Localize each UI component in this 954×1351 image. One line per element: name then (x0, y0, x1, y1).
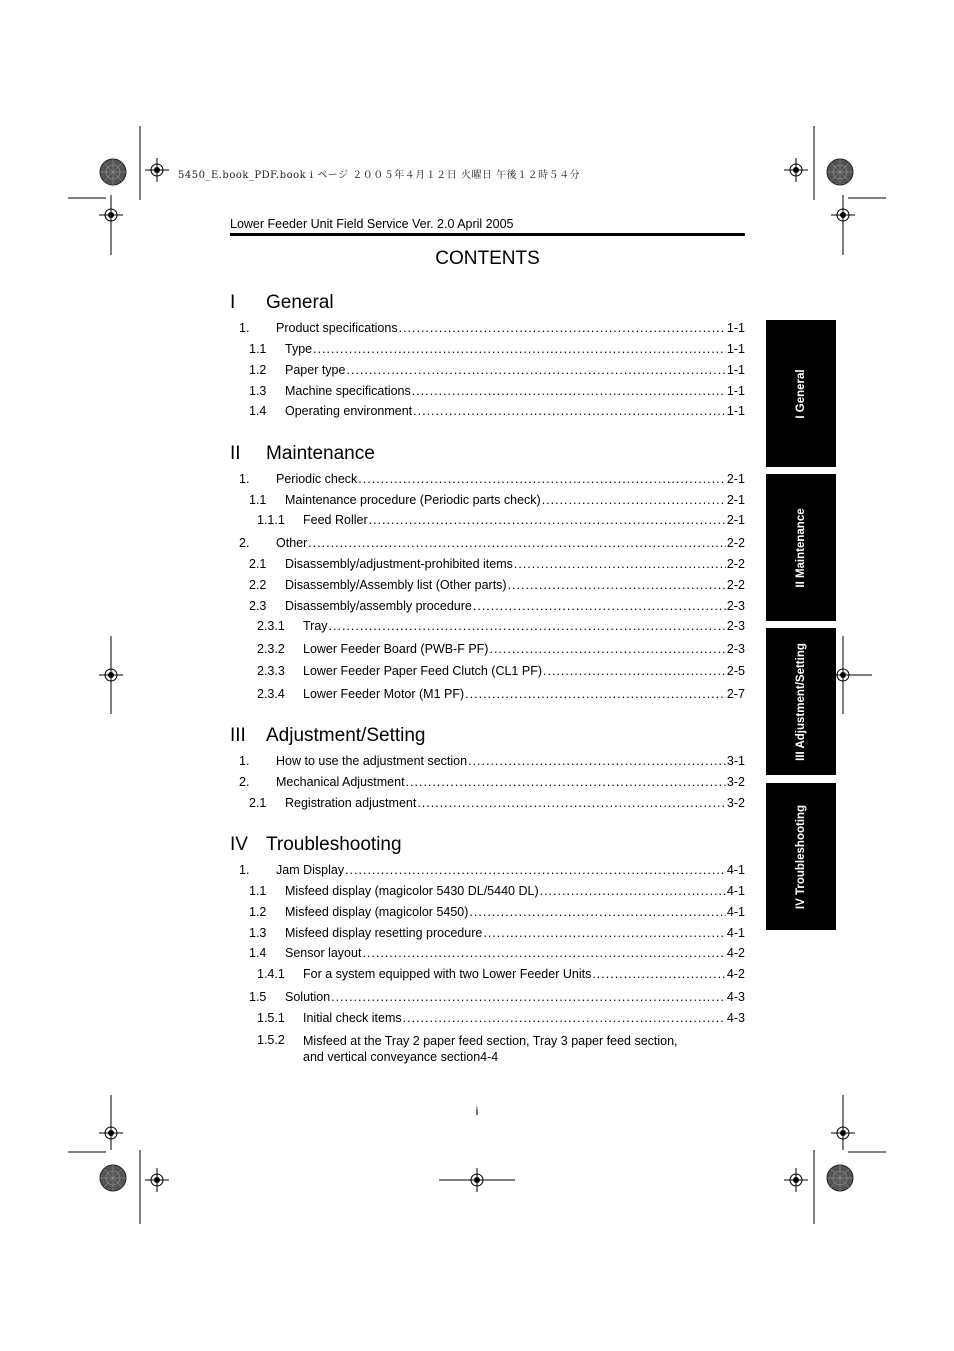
entry-title: Feed Roller (303, 513, 368, 527)
entry-number: 1.3 (249, 926, 267, 940)
toc-entry[interactable] (230, 342, 745, 358)
entry-page: 2-2 (726, 557, 745, 571)
toc-entry[interactable] (230, 578, 745, 594)
entry-page: 4-1 (726, 926, 745, 940)
entry-title: Misfeed display (magicolor 5450) (285, 905, 469, 919)
toc-entry[interactable] (230, 321, 745, 337)
entry-page: 2-5 (726, 664, 745, 678)
dot-leader (403, 1011, 726, 1025)
toc-entry[interactable] (230, 363, 745, 379)
section-tab-label: III Adjustment/Setting (795, 642, 807, 761)
dot-leader (369, 513, 726, 527)
entry-page: 2-3 (726, 619, 745, 633)
entry-title: Other (276, 536, 308, 550)
entry-title: Operating environment (285, 404, 413, 418)
toc-entry[interactable] (230, 472, 745, 488)
entry-title: Disassembly/assembly procedure (285, 599, 472, 613)
entry-number: 1. (239, 472, 250, 486)
dot-leader (465, 687, 726, 701)
toc-entry[interactable] (230, 905, 745, 921)
toc-entry[interactable] (230, 599, 745, 615)
dot-leader (542, 493, 726, 507)
section-tab-label: IV Troubleshooting (795, 804, 807, 909)
section-numeral: II (230, 443, 241, 464)
section-title: Troubleshooting (266, 834, 402, 855)
toc-entry[interactable] (230, 619, 745, 635)
toc-entry[interactable] (230, 536, 745, 552)
entry-title: Disassembly/Assembly list (Other parts) (285, 578, 507, 592)
entry-page: 1-1 (726, 384, 745, 398)
entry-page: 2-2 (726, 536, 745, 550)
dot-leader (329, 619, 726, 633)
entry-page: 2-1 (726, 513, 745, 527)
entry-number: 1.2 (249, 363, 267, 377)
section-heading (230, 725, 745, 751)
toc-entry[interactable] (230, 493, 745, 509)
section-numeral: III (230, 725, 246, 746)
entry-number: 2.1 (249, 796, 267, 810)
entry-page: 4-2 (726, 967, 745, 981)
dot-leader (345, 863, 726, 877)
entry-title: For a system equipped with two Lower Feeder Units (303, 967, 592, 981)
page-title: CONTENTS (435, 248, 540, 269)
entry-title: Tray (303, 619, 328, 633)
dot-leader (514, 557, 726, 571)
toc-section (230, 834, 745, 1064)
entry-number: 1.3 (249, 384, 267, 398)
entry-page: 1-1 (726, 342, 745, 356)
dot-leader (540, 884, 726, 898)
section-tab[interactable] (766, 628, 836, 775)
section-tab[interactable] (766, 474, 836, 621)
section-heading (230, 292, 745, 318)
section-tab[interactable] (766, 783, 836, 930)
entry-title: How to use the adjustment section (276, 754, 468, 768)
entry-title: Jam Display (276, 863, 345, 877)
toc-entry[interactable] (230, 384, 745, 400)
entry-number: 1.1.1 (257, 513, 285, 527)
section-title: General (266, 292, 334, 313)
entry-page: 3-2 (726, 796, 745, 810)
dot-leader (313, 342, 726, 356)
entry-title: Misfeed display resetting procedure (285, 926, 483, 940)
toc-entry[interactable] (230, 796, 745, 812)
entry-title: Disassembly/adjustment-prohibited items (285, 557, 513, 571)
dot-leader (543, 664, 726, 678)
section-title: Maintenance (266, 443, 375, 464)
entry-number: 1.4 (249, 404, 267, 418)
dot-leader (399, 321, 726, 335)
entry-number: 1.2 (249, 905, 267, 919)
toc-entry[interactable] (230, 863, 745, 879)
entry-number: 1.5.2 (257, 1033, 285, 1047)
entry-page: 4-1 (726, 905, 745, 919)
entry-number: 2.3.1 (257, 619, 285, 633)
toc-entry[interactable] (230, 664, 745, 680)
toc-entry[interactable] (230, 754, 745, 770)
entry-number: 1.4.1 (257, 967, 285, 981)
dot-leader (469, 905, 726, 919)
dot-leader (483, 926, 726, 940)
toc-entry[interactable] (230, 513, 745, 529)
entry-page: 3-1 (726, 754, 745, 768)
entry-title: Registration adjustment (285, 796, 417, 810)
entry-title: Sensor layout (285, 946, 362, 960)
toc-entry[interactable] (230, 946, 745, 962)
toc-entry[interactable] (230, 990, 745, 1006)
toc-entry[interactable] (230, 775, 745, 791)
dot-leader (489, 642, 725, 656)
toc-entry[interactable] (230, 884, 745, 900)
toc-entry[interactable] (230, 557, 745, 573)
toc-entry[interactable] (230, 642, 745, 658)
dot-leader (508, 578, 726, 592)
entry-page: 4-1 (726, 884, 745, 898)
entry-number: 1.5 (249, 990, 267, 1004)
dot-leader (308, 536, 726, 550)
entry-title: Mechanical Adjustment (276, 775, 405, 789)
entry-page: 3-2 (726, 775, 745, 789)
toc-entry[interactable] (230, 687, 745, 703)
entry-title: Periodic check (276, 472, 358, 486)
toc-entry[interactable] (230, 1033, 745, 1064)
entry-number: 1.5.1 (257, 1011, 285, 1025)
dot-leader (417, 796, 726, 810)
entry-page: 2-2 (726, 578, 745, 592)
toc-section (230, 725, 745, 810)
entry-number: 1.1 (249, 342, 267, 356)
entry-page: 1-1 (726, 404, 745, 418)
entry-page: 4-3 (726, 1011, 745, 1025)
entry-title: Machine specifications (285, 384, 411, 398)
entry-page: 2-7 (726, 687, 745, 701)
entry-title: Lower Feeder Paper Feed Clutch (CL1 PF) (303, 664, 542, 678)
toc-entry[interactable] (230, 404, 745, 420)
entry-title: Lower Feeder Motor (M1 PF) (303, 687, 465, 701)
entry-page: 2-1 (726, 493, 745, 507)
entry-number: 1. (239, 754, 250, 768)
entry-number: 2.3.4 (257, 687, 285, 701)
entry-number: 2.3 (249, 599, 267, 613)
entry-number: 1. (239, 321, 250, 335)
toc-section (230, 443, 745, 701)
dot-leader (413, 404, 726, 418)
entry-number: 2. (239, 536, 250, 550)
entry-page: 4-3 (726, 990, 745, 1004)
section-numeral: I (230, 292, 236, 313)
dot-leader (406, 775, 726, 789)
entry-title: Lower Feeder Board (PWB-F PF) (303, 642, 489, 656)
entry-title: Misfeed display (magicolor 5430 DL/5440 DL) (285, 884, 539, 898)
entry-title: Maintenance procedure (Periodic parts check) (285, 493, 541, 507)
entry-number: 2.3.3 (257, 664, 285, 678)
entry-title: Misfeed at the Tray 2 paper feed section, Tray 3 paper feed section, and vertical conveyance section4-4 (303, 1034, 678, 1064)
entry-page: 1-1 (726, 321, 745, 335)
entry-title: Initial check items (303, 1011, 402, 1025)
dot-leader (358, 472, 726, 486)
toc-entry[interactable] (230, 967, 745, 983)
entry-page: 2-3 (726, 642, 745, 656)
dot-leader (473, 599, 726, 613)
section-heading (230, 834, 745, 860)
entry-number: 2.1 (249, 557, 267, 571)
section-tab-label: I General (795, 368, 807, 419)
entry-title: Solution (285, 990, 331, 1004)
entry-page: 4-2 (726, 946, 745, 960)
section-numeral: IV (230, 834, 248, 855)
dot-leader (412, 384, 726, 398)
toc-entry[interactable] (230, 1011, 745, 1027)
entry-title: Product specifications (276, 321, 398, 335)
toc-entry[interactable] (230, 926, 745, 942)
entry-number: 2.2 (249, 578, 267, 592)
entry-title: Paper type (285, 363, 346, 377)
section-heading (230, 443, 745, 469)
section-tab[interactable] (766, 320, 836, 467)
dot-leader (592, 967, 726, 981)
dot-leader (346, 363, 725, 377)
entry-number: 2.3.2 (257, 642, 285, 656)
entry-number: 1.1 (249, 884, 267, 898)
running-header: Lower Feeder Unit Field Service Ver. 2.0 April 2005 (230, 217, 514, 231)
section-tab-label: II Maintenance (795, 507, 807, 588)
print-info-line: 5450_E.book_PDF.book i ページ ２００５年４月１２日 火曜日 午後１２時５４分 (178, 170, 581, 181)
entry-number: 2. (239, 775, 250, 789)
page-number: i (475, 1104, 479, 1118)
entry-page: 4-1 (726, 863, 745, 877)
entry-page: 2-1 (726, 472, 745, 486)
dot-leader (362, 946, 725, 960)
entry-number: 1.4 (249, 946, 267, 960)
entry-page: 2-3 (726, 599, 745, 613)
dot-leader (331, 990, 726, 1004)
entry-page: 1-1 (726, 363, 745, 377)
dot-leader (468, 754, 726, 768)
entry-title: Type (285, 342, 313, 356)
entry-number: 1.1 (249, 493, 267, 507)
header-rule (230, 233, 745, 236)
section-title: Adjustment/Setting (266, 725, 426, 746)
entry-number: 1. (239, 863, 250, 877)
toc-section (230, 292, 745, 418)
